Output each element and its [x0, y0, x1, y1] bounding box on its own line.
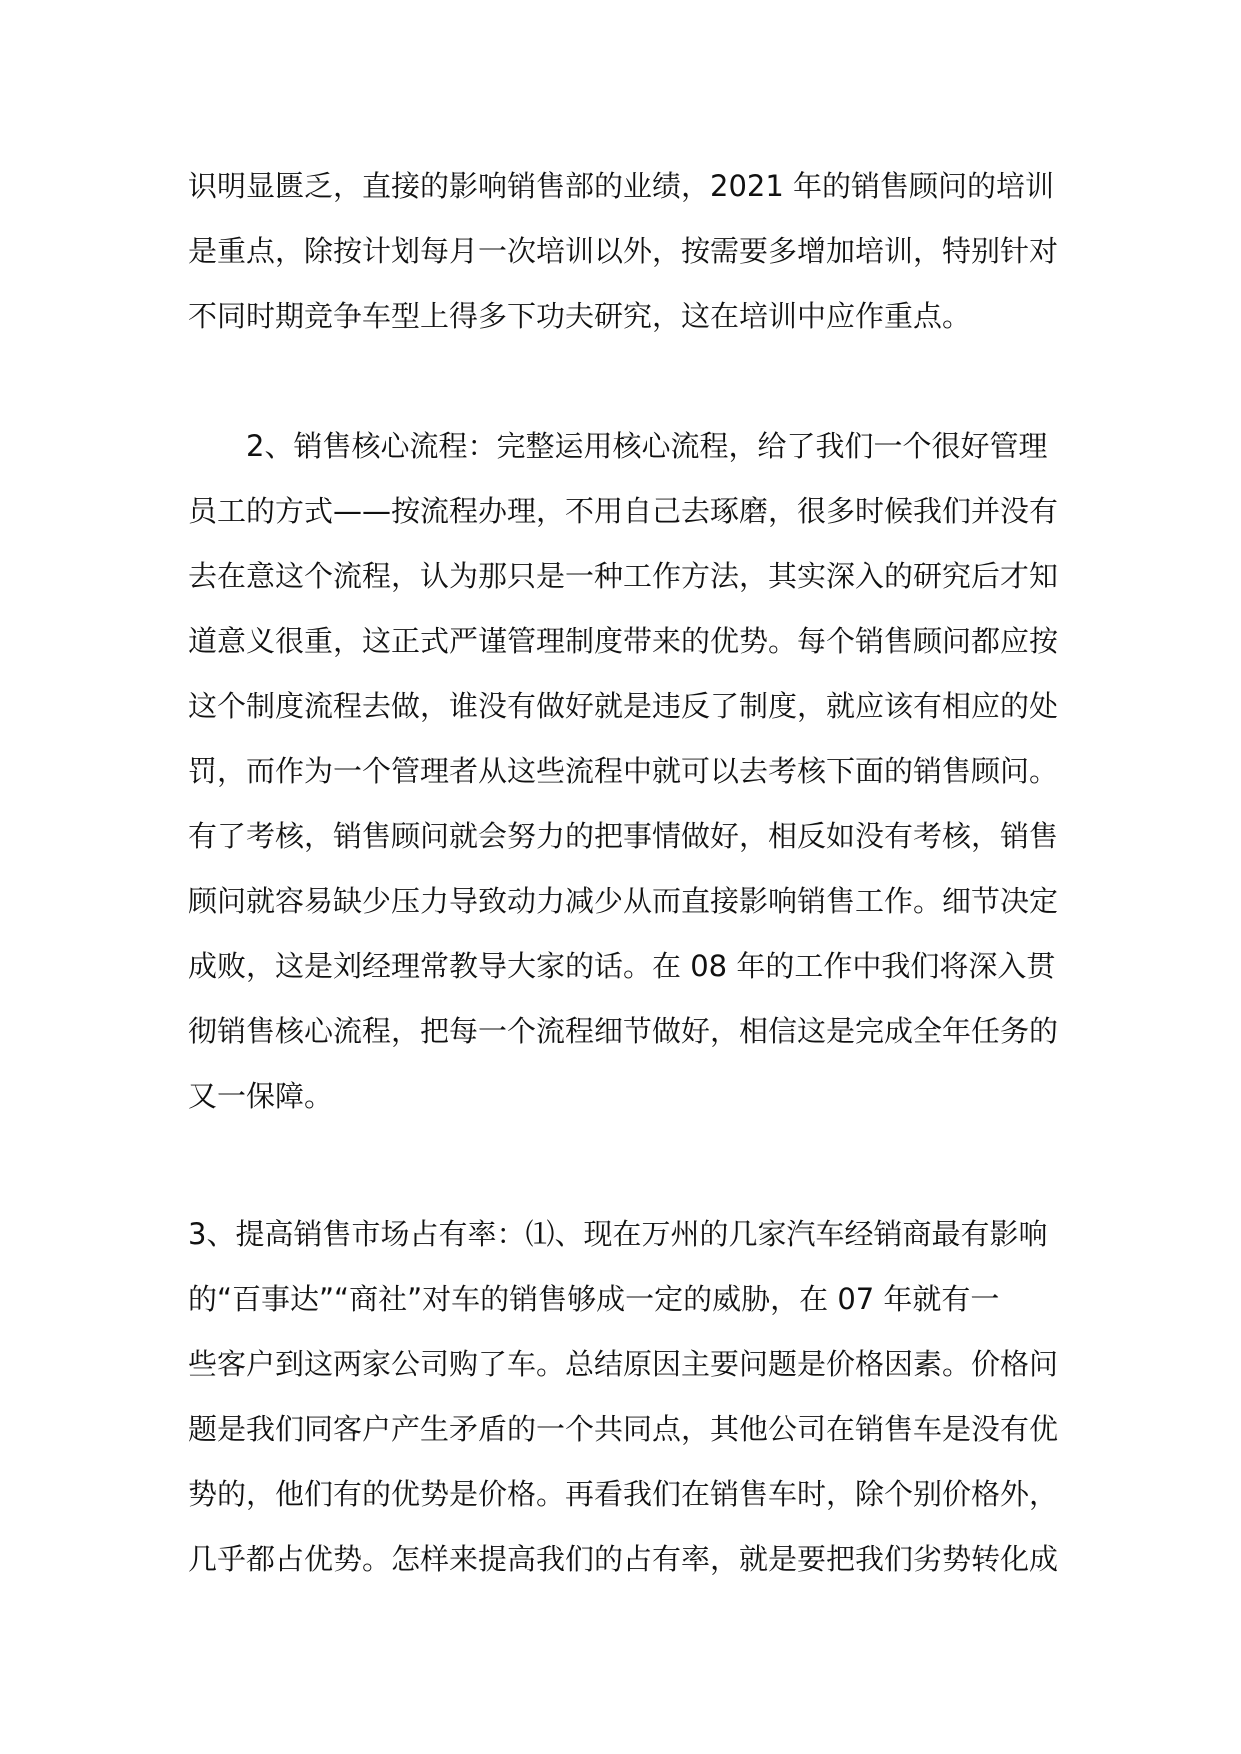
paragraph-training [188, 154, 1088, 349]
text-line: 2、销售核心流程：完整运用核心流程，给了我们一个很好管理 [188, 429, 1048, 463]
text-line: 去在意这个流程，认为那只是一种工作方法，其实深入的研究后才知 [188, 559, 1059, 593]
text-line: 的“百事达”“商社”对车的销售够成一定的威胁，在 07 年就有一 [188, 1282, 1000, 1316]
text-line: 势的，他们有的优势是价格。再看我们在销售车时，除个别价格外， [188, 1477, 1059, 1511]
text-line: 罚，而作为一个管理者从这些流程中就可以去考核下面的销售顾问。 [188, 754, 1059, 788]
text-line: 题是我们同客户产生矛盾的一个共同点，其他公司在销售车是没有优 [188, 1412, 1059, 1446]
text-line: 几乎都占优势。怎样来提高我们的占有率，就是要把我们劣势转化成 [188, 1542, 1059, 1576]
text-line: 道意义很重，这正式严谨管理制度带来的优势。每个销售顾问都应按 [188, 624, 1059, 658]
text-line: 3、提高销售市场占有率：⑴、现在万州的几家汽车经销商最有影响 [188, 1217, 1048, 1251]
text-line: 不同时期竞争车型上得多下功夫研究，这在培训中应作重点。 [188, 299, 972, 333]
text-line: 成败，这是刘经理常教导大家的话。在 08 年的工作中我们将深入贯 [188, 949, 1056, 983]
text-line: 又一保障。 [188, 1079, 334, 1113]
text-line: 些客户到这两家公司购了车。总结原因主要问题是价格因素。价格问 [188, 1347, 1059, 1381]
text-line: 员工的方式——按流程办理，不用自己去琢磨，很多时候我们并没有 [188, 494, 1059, 528]
text-line: 彻销售核心流程，把每一个流程细节做好，相信这是完成全年任务的 [188, 1014, 1059, 1048]
text-line: 是重点，除按计划每月一次培训以外，按需要多增加培训，特别针对 [188, 234, 1059, 268]
text-line: 顾问就容易缺少压力导致动力减少从而直接影响销售工作。细节决定 [188, 884, 1059, 918]
text-line: 识明显匮乏，直接的影响销售部的业绩，2021 年的销售顾问的培训 [188, 169, 1055, 203]
paragraph-market-share [188, 1202, 1088, 1592]
paragraph-core-process [188, 414, 1088, 1129]
text-line: 有了考核，销售顾问就会努力的把事情做好，相反如没有考核，销售 [188, 819, 1059, 853]
text-line: 这个制度流程去做，谁没有做好就是违反了制度，就应该有相应的处 [188, 689, 1059, 723]
